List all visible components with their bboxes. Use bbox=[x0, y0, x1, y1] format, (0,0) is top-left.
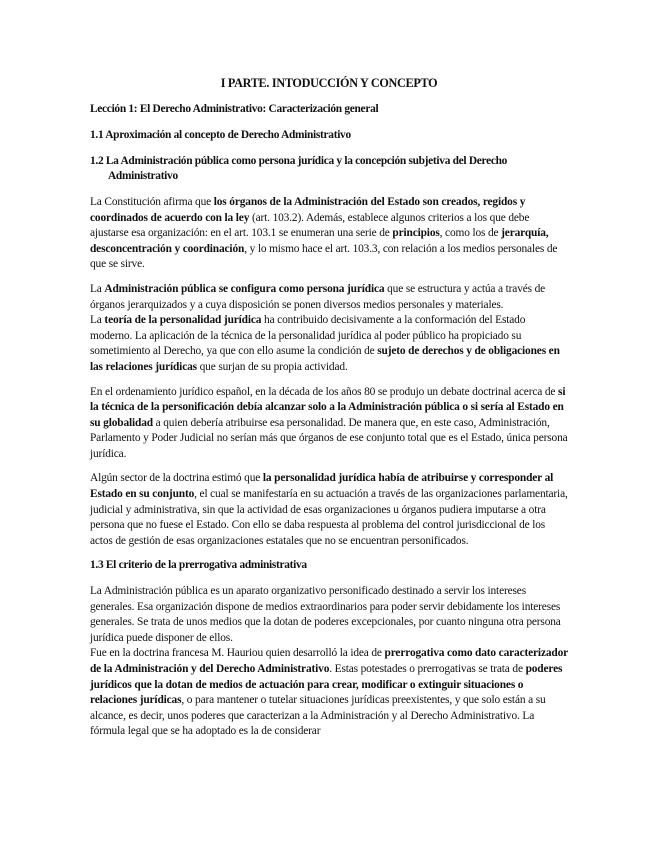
paragraph-debate-doctrinal bbox=[90, 385, 568, 463]
section-heading-1-2: 1.2 La Administración pública como persona jurídica y la concepción subjetiva del Derecho Administrativo bbox=[90, 154, 508, 183]
paragraph-text: , o para mantener o tutelar situaciones jurídicas preexistentes, y que solo están a su alcance, es decir, unos poderes que caracterizan a la Administración y al Derecho Administrativo. La fórmula legal que se ha adoptado es la de considerar bbox=[90, 694, 546, 738]
paragraph-text: La bbox=[90, 314, 105, 327]
paragraph-text: En el ordenamiento jurídico español, en la década de los años 80 se produjo un debate doctrinal acerca de bbox=[90, 385, 559, 398]
paragraph-bold-text: principios bbox=[392, 227, 440, 240]
paragraph-text: Algún sector de la doctrina estimó que bbox=[90, 472, 263, 485]
lesson-title: Lección 1: El Derecho Administrativo: Caracterización general bbox=[90, 102, 379, 115]
part-title: I PARTE. INTODUCCIÓN Y CONCEPTO bbox=[220, 76, 438, 90]
paragraph-text: que se estructura y actúa a través de órganos jerarquizados y a cuya disposición se ponen diversos medios personales y materiales. bbox=[90, 282, 546, 311]
paragraph-bold-text: jerarquía, desconcentración y coordinación bbox=[90, 227, 549, 255]
paragraph-text: Fue en la doctrina francesa M. Hauriou quien desarrolló la idea de bbox=[90, 647, 385, 660]
paragraph-bold-text: teoría de la personalidad jurídica bbox=[104, 314, 262, 327]
paragraph-bold-text: Administración pública se configura como persona jurídica bbox=[104, 282, 385, 295]
paragraph-text: , como los de bbox=[439, 227, 502, 240]
paragraph-text: . Estas potestades o prerrogativas se trata de bbox=[329, 663, 526, 675]
paragraph-bold-text: si la técnica de la personificación debía alcanzar solo a la Administración pública o si sería al Estado en su globalidad bbox=[90, 385, 566, 429]
paragraph-bold-text: poderes jurídicos que la dotan de medios de actuación para crear, modificar o extinguir situaciones o relaciones jurídicas bbox=[90, 663, 563, 707]
paragraph-text: (art. 103.2). Además, establece algunos criterios a los que debe ajustarse esa organización: en el art. 103.1 se enumeran una serie de bbox=[90, 211, 530, 240]
paragraph-bold-text: los órganos de la Administración del Estado son creados, regidos y coordinados de acuerdo con la ley bbox=[90, 195, 526, 224]
document-body bbox=[90, 72, 568, 749]
paragraph-text: que surjan de su propia actividad. bbox=[196, 360, 348, 373]
section-heading-1-3: 1.3 El criterio de la prerrogativa administrativa bbox=[90, 559, 307, 572]
paragraph-text: La bbox=[90, 282, 105, 295]
section-heading-1-1: 1.1 Aproximación al concepto de Derecho Administrativo bbox=[90, 129, 351, 142]
paragraph-text: La Constitución afirma que bbox=[90, 195, 214, 208]
paragraph-constitucion bbox=[90, 195, 568, 273]
paragraph-sector-doctrina bbox=[90, 471, 568, 549]
paragraph-text: , y lo mismo hace el art. 103.3, con relación a los medios personales de que se sirve. bbox=[90, 242, 558, 271]
paragraph-text: , el cual se manifestaría en su actuación a través de las organizaciones parlamentaria, judicial y administrativa, sin que la actividad de esas organizaciones u órganos pudiera imputarse a otra persona que no fuese el Estado. Con ello se daba respuesta al problema del control jurisdiccional de los actos de gestión de esas organizaciones estatales que no se encuentran personificados. bbox=[90, 488, 568, 547]
paragraph-text: ha contribuido decisivamente a la conformación del Estado moderno. La aplicación de la técnica de la personalidad jurídica al poder público ha propiciado su sometimiento al Derecho, ya que con ello asume la condición de bbox=[90, 314, 526, 358]
paragraph-persona-juridica bbox=[90, 282, 568, 313]
paragraph-teoria-personalidad bbox=[90, 313, 568, 375]
paragraph-text: La Administración pública es un aparato organizativo personificado destinado a servir los intereses generales. Esa organización dispone de medios extraordinarios para poder servir debidamente los intereses generales. Se trata de unos medios que la dotan de poderes excepcionales, por cuanto ninguna otra persona jurídica puede disponer de ellos. bbox=[90, 585, 561, 644]
paragraph-bold-text: sujeto de derechos y de obligaciones en las relaciones jurídicas bbox=[90, 345, 560, 373]
paragraph-prerrogativa bbox=[90, 646, 568, 740]
paragraph-bold-text: prerrogativa como dato caracterizador de la Administración y del Derecho Administrativo bbox=[90, 647, 568, 675]
paragraph-text: a quien debería atribuirse esa personalidad. De manera que, en este caso, Administración, Parlamento y Poder Judicial no serían más que órganos de ese conjunto total que es el Estado, única persona jurídica. bbox=[90, 416, 568, 460]
paragraph-aparato-organizativo bbox=[90, 584, 568, 646]
paragraph-bold-text: la personalidad jurídica había de atribuirse y corresponder al Estado en su conjunto bbox=[90, 472, 554, 501]
